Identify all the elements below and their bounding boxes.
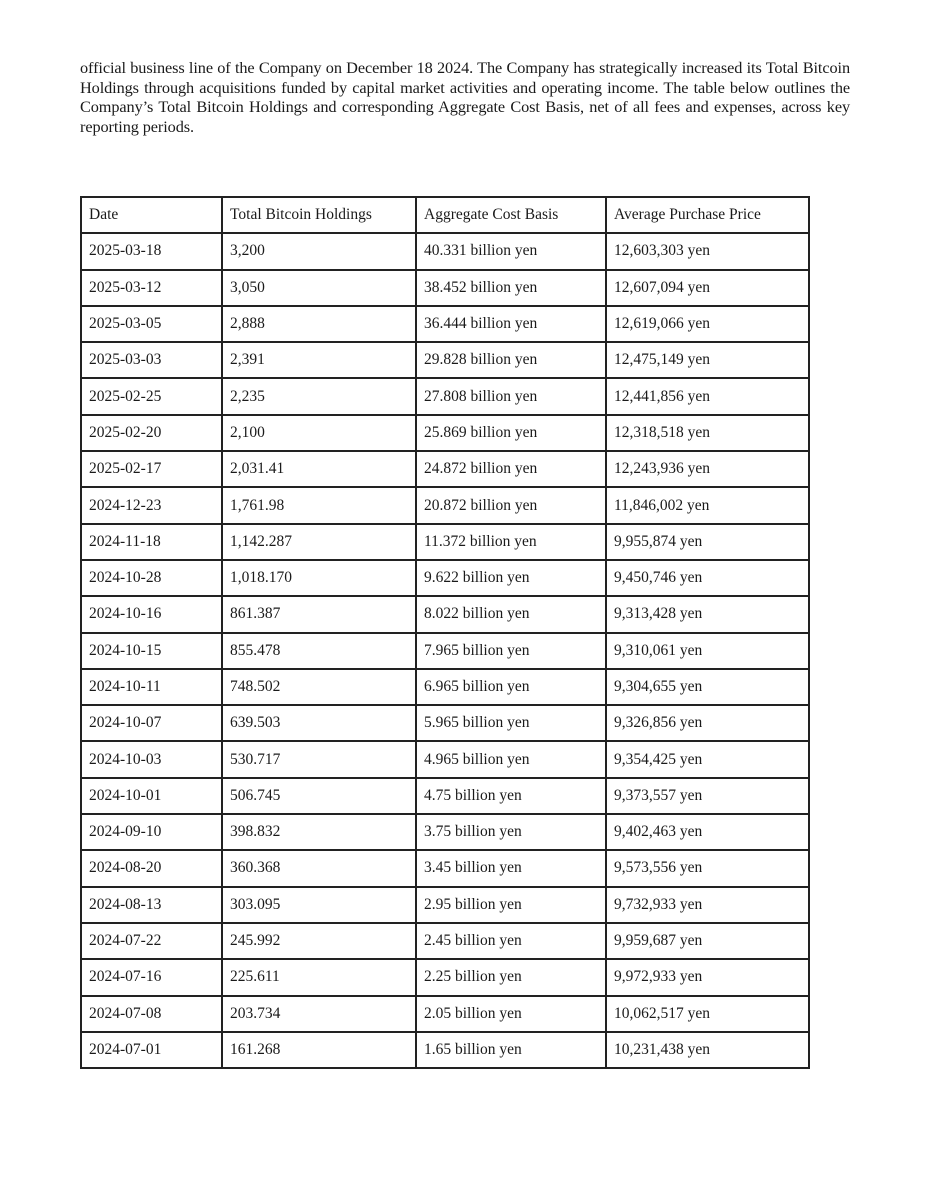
cell-cost-basis: 36.444 billion yen bbox=[416, 306, 606, 342]
cell-cost-basis: 2.45 billion yen bbox=[416, 923, 606, 959]
cell-date: 2024-10-01 bbox=[81, 778, 222, 814]
cell-date: 2024-09-10 bbox=[81, 814, 222, 850]
cell-avg-price: 9,955,874 yen bbox=[606, 524, 809, 560]
cell-total-holdings: 303.095 bbox=[222, 887, 416, 923]
table-row bbox=[81, 923, 809, 959]
cell-date: 2025-03-03 bbox=[81, 342, 222, 378]
table-row bbox=[81, 887, 809, 923]
cell-avg-price: 12,318,518 yen bbox=[606, 415, 809, 451]
cell-total-holdings: 1,761.98 bbox=[222, 487, 416, 523]
cell-total-holdings: 3,200 bbox=[222, 233, 416, 269]
cell-cost-basis: 3.75 billion yen bbox=[416, 814, 606, 850]
cell-date: 2025-02-20 bbox=[81, 415, 222, 451]
cell-avg-price: 12,475,149 yen bbox=[606, 342, 809, 378]
cell-date: 2024-07-22 bbox=[81, 923, 222, 959]
cell-date: 2025-03-12 bbox=[81, 270, 222, 306]
cell-total-holdings: 1,018.170 bbox=[222, 560, 416, 596]
cell-date: 2024-10-16 bbox=[81, 596, 222, 632]
table-row bbox=[81, 378, 809, 414]
cell-avg-price: 9,354,425 yen bbox=[606, 741, 809, 777]
table-row bbox=[81, 996, 809, 1032]
cell-avg-price: 12,441,856 yen bbox=[606, 378, 809, 414]
table-row bbox=[81, 233, 809, 269]
cell-total-holdings: 2,031.41 bbox=[222, 451, 416, 487]
table-row bbox=[81, 306, 809, 342]
cell-cost-basis: 4.965 billion yen bbox=[416, 741, 606, 777]
cell-cost-basis: 6.965 billion yen bbox=[416, 669, 606, 705]
cell-cost-basis: 25.869 billion yen bbox=[416, 415, 606, 451]
cell-cost-basis: 3.45 billion yen bbox=[416, 850, 606, 886]
header-avg-price: Average Purchase Price bbox=[606, 197, 809, 233]
cell-cost-basis: 27.808 billion yen bbox=[416, 378, 606, 414]
table-row bbox=[81, 451, 809, 487]
table-row bbox=[81, 596, 809, 632]
cell-date: 2025-03-18 bbox=[81, 233, 222, 269]
cell-date: 2025-02-17 bbox=[81, 451, 222, 487]
cell-cost-basis: 9.622 billion yen bbox=[416, 560, 606, 596]
cell-total-holdings: 360.368 bbox=[222, 850, 416, 886]
cell-avg-price: 10,231,438 yen bbox=[606, 1032, 809, 1068]
cell-cost-basis: 40.331 billion yen bbox=[416, 233, 606, 269]
cell-total-holdings: 2,235 bbox=[222, 378, 416, 414]
table-body bbox=[81, 233, 809, 1068]
cell-cost-basis: 2.95 billion yen bbox=[416, 887, 606, 923]
cell-avg-price: 9,402,463 yen bbox=[606, 814, 809, 850]
cell-cost-basis: 20.872 billion yen bbox=[416, 487, 606, 523]
header-total-holdings: Total Bitcoin Holdings bbox=[222, 197, 416, 233]
cell-avg-price: 9,732,933 yen bbox=[606, 887, 809, 923]
cell-total-holdings: 530.717 bbox=[222, 741, 416, 777]
cell-cost-basis: 2.25 billion yen bbox=[416, 959, 606, 995]
cell-avg-price: 9,972,933 yen bbox=[606, 959, 809, 995]
table-row bbox=[81, 270, 809, 306]
cell-avg-price: 9,326,856 yen bbox=[606, 705, 809, 741]
cell-avg-price: 12,607,094 yen bbox=[606, 270, 809, 306]
cell-cost-basis: 24.872 billion yen bbox=[416, 451, 606, 487]
cell-date: 2024-10-03 bbox=[81, 741, 222, 777]
cell-avg-price: 9,373,557 yen bbox=[606, 778, 809, 814]
table-row bbox=[81, 814, 809, 850]
cell-total-holdings: 203.734 bbox=[222, 996, 416, 1032]
cell-total-holdings: 398.832 bbox=[222, 814, 416, 850]
table-row bbox=[81, 560, 809, 596]
cell-cost-basis: 7.965 billion yen bbox=[416, 633, 606, 669]
cell-total-holdings: 245.992 bbox=[222, 923, 416, 959]
intro-paragraph: official business line of the Company on December 18 2024. The Company has strategically increased its Total Bitcoin Holdings through acquisitions funded by capital market activities and operating income. The table below outlines the Company’s Total Bitcoin Holdings and corresponding Aggregate Cost Basis, net of all fees and expenses, across key reporting periods. bbox=[80, 58, 850, 136]
cell-total-holdings: 225.611 bbox=[222, 959, 416, 995]
cell-cost-basis: 2.05 billion yen bbox=[416, 996, 606, 1032]
cell-date: 2024-07-08 bbox=[81, 996, 222, 1032]
table-row bbox=[81, 1032, 809, 1068]
cell-cost-basis: 4.75 billion yen bbox=[416, 778, 606, 814]
cell-date: 2024-10-15 bbox=[81, 633, 222, 669]
cell-total-holdings: 3,050 bbox=[222, 270, 416, 306]
cell-cost-basis: 38.452 billion yen bbox=[416, 270, 606, 306]
table-row bbox=[81, 487, 809, 523]
cell-date: 2024-08-20 bbox=[81, 850, 222, 886]
cell-cost-basis: 8.022 billion yen bbox=[416, 596, 606, 632]
cell-avg-price: 9,313,428 yen bbox=[606, 596, 809, 632]
table-row bbox=[81, 741, 809, 777]
cell-total-holdings: 855.478 bbox=[222, 633, 416, 669]
cell-date: 2024-10-07 bbox=[81, 705, 222, 741]
table-row bbox=[81, 524, 809, 560]
cell-cost-basis: 11.372 billion yen bbox=[416, 524, 606, 560]
cell-date: 2024-10-11 bbox=[81, 669, 222, 705]
cell-cost-basis: 29.828 billion yen bbox=[416, 342, 606, 378]
cell-date: 2024-08-13 bbox=[81, 887, 222, 923]
cell-total-holdings: 748.502 bbox=[222, 669, 416, 705]
cell-date: 2024-12-23 bbox=[81, 487, 222, 523]
table-row bbox=[81, 669, 809, 705]
cell-cost-basis: 1.65 billion yen bbox=[416, 1032, 606, 1068]
cell-total-holdings: 1,142.287 bbox=[222, 524, 416, 560]
cell-total-holdings: 161.268 bbox=[222, 1032, 416, 1068]
cell-total-holdings: 861.387 bbox=[222, 596, 416, 632]
table-row bbox=[81, 850, 809, 886]
cell-avg-price: 9,450,746 yen bbox=[606, 560, 809, 596]
cell-total-holdings: 2,100 bbox=[222, 415, 416, 451]
cell-total-holdings: 639.503 bbox=[222, 705, 416, 741]
table-row bbox=[81, 633, 809, 669]
cell-date: 2024-10-28 bbox=[81, 560, 222, 596]
cell-date: 2025-03-05 bbox=[81, 306, 222, 342]
cell-avg-price: 9,573,556 yen bbox=[606, 850, 809, 886]
table-row bbox=[81, 705, 809, 741]
cell-avg-price: 12,603,303 yen bbox=[606, 233, 809, 269]
table-row bbox=[81, 959, 809, 995]
header-cost-basis: Aggregate Cost Basis bbox=[416, 197, 606, 233]
header-date: Date bbox=[81, 197, 222, 233]
cell-date: 2024-07-16 bbox=[81, 959, 222, 995]
table-row bbox=[81, 342, 809, 378]
cell-date: 2024-07-01 bbox=[81, 1032, 222, 1068]
table-row bbox=[81, 778, 809, 814]
bitcoin-holdings-table bbox=[80, 196, 810, 1069]
cell-total-holdings: 2,391 bbox=[222, 342, 416, 378]
cell-avg-price: 9,304,655 yen bbox=[606, 669, 809, 705]
cell-avg-price: 10,062,517 yen bbox=[606, 996, 809, 1032]
table-row bbox=[81, 415, 809, 451]
cell-date: 2024-11-18 bbox=[81, 524, 222, 560]
cell-cost-basis: 5.965 billion yen bbox=[416, 705, 606, 741]
cell-total-holdings: 506.745 bbox=[222, 778, 416, 814]
cell-avg-price: 9,959,687 yen bbox=[606, 923, 809, 959]
cell-avg-price: 12,619,066 yen bbox=[606, 306, 809, 342]
cell-avg-price: 9,310,061 yen bbox=[606, 633, 809, 669]
cell-total-holdings: 2,888 bbox=[222, 306, 416, 342]
cell-avg-price: 12,243,936 yen bbox=[606, 451, 809, 487]
cell-date: 2025-02-25 bbox=[81, 378, 222, 414]
table-header-row bbox=[81, 197, 809, 233]
cell-avg-price: 11,846,002 yen bbox=[606, 487, 809, 523]
